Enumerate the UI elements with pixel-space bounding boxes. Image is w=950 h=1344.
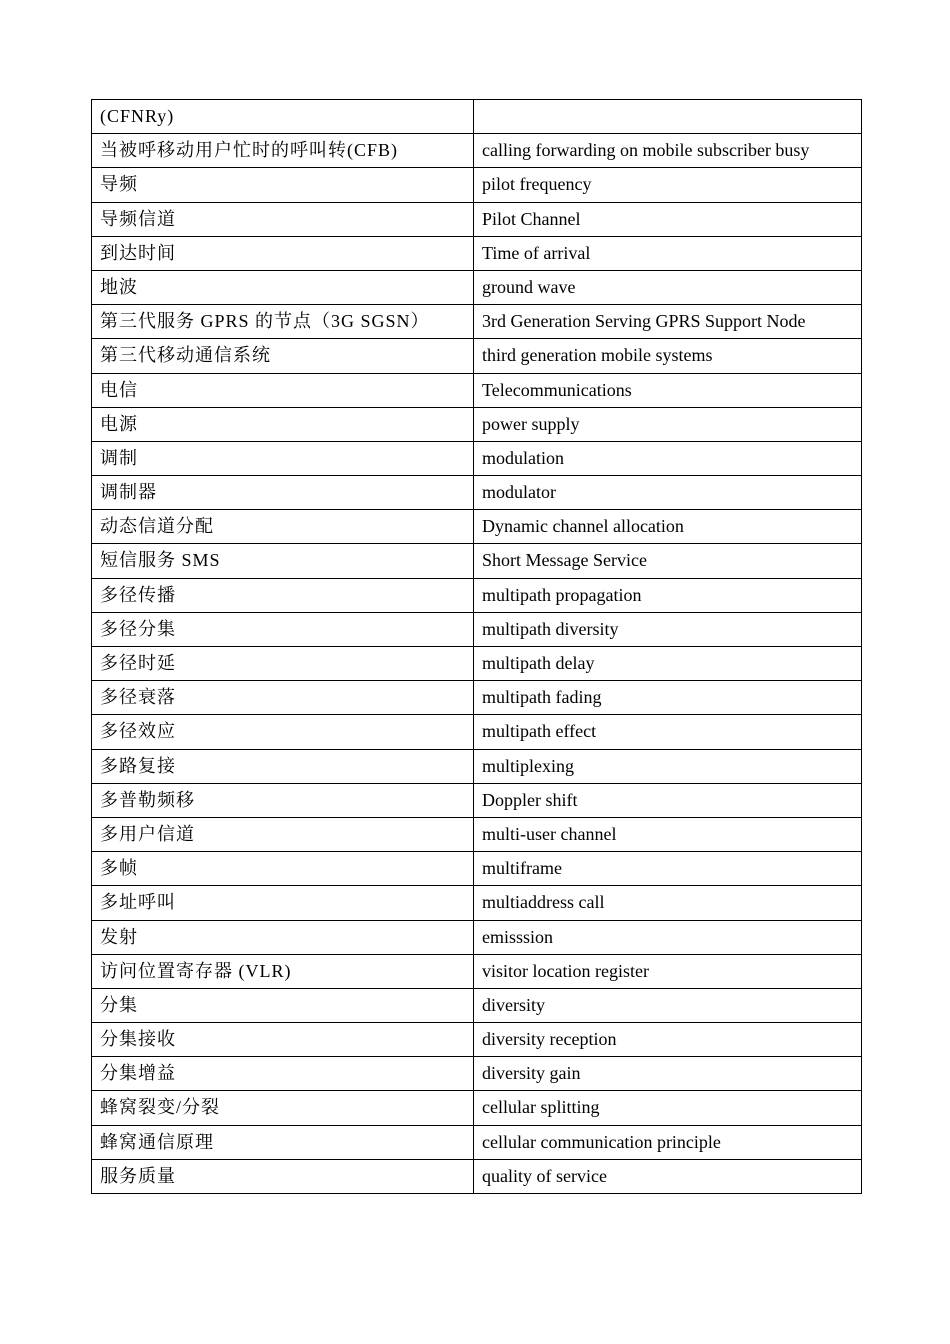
- term-english: multipath propagation: [474, 578, 862, 612]
- glossary-table-body: [92, 100, 862, 1194]
- term-english: ground wave: [474, 270, 862, 304]
- table-row: [92, 1023, 862, 1057]
- term-chinese: 多径效应: [92, 715, 474, 749]
- term-english: multi-user channel: [474, 817, 862, 851]
- table-row: [92, 715, 862, 749]
- term-chinese: 电信: [92, 373, 474, 407]
- table-row: [92, 441, 862, 475]
- term-english: third generation mobile systems: [474, 339, 862, 373]
- table-row: [92, 920, 862, 954]
- term-chinese: 分集增益: [92, 1057, 474, 1091]
- term-english: cellular splitting: [474, 1091, 862, 1125]
- table-row: [92, 510, 862, 544]
- table-row: [92, 339, 862, 373]
- term-english: diversity reception: [474, 1023, 862, 1057]
- table-row: [92, 749, 862, 783]
- term-chinese: 多用户信道: [92, 817, 474, 851]
- term-english: quality of service: [474, 1159, 862, 1193]
- term-english: pilot frequency: [474, 168, 862, 202]
- term-chinese: 调制: [92, 441, 474, 475]
- table-row: [92, 578, 862, 612]
- term-chinese: 第三代服务 GPRS 的节点（3G SGSN）: [92, 305, 474, 339]
- table-row: [92, 476, 862, 510]
- term-chinese: 访问位置寄存器 (VLR): [92, 954, 474, 988]
- term-english: Time of arrival: [474, 236, 862, 270]
- term-chinese: 多普勒频移: [92, 783, 474, 817]
- term-english: cellular communication principle: [474, 1125, 862, 1159]
- term-chinese: 蜂窝通信原理: [92, 1125, 474, 1159]
- term-english: visitor location register: [474, 954, 862, 988]
- term-chinese: 多径衰落: [92, 681, 474, 715]
- term-english: multipath fading: [474, 681, 862, 715]
- term-english: emisssion: [474, 920, 862, 954]
- table-row: [92, 852, 862, 886]
- term-chinese: 短信服务 SMS: [92, 544, 474, 578]
- term-english: Pilot Channel: [474, 202, 862, 236]
- table-row: [92, 270, 862, 304]
- glossary-table: [91, 99, 862, 1194]
- table-row: [92, 1057, 862, 1091]
- table-row: [92, 612, 862, 646]
- term-english: diversity: [474, 988, 862, 1022]
- term-english: [474, 100, 862, 134]
- term-chinese: 调制器: [92, 476, 474, 510]
- table-row: [92, 236, 862, 270]
- term-english: multiplexing: [474, 749, 862, 783]
- term-english: diversity gain: [474, 1057, 862, 1091]
- term-english: calling forwarding on mobile subscriber busy: [474, 134, 862, 168]
- term-chinese: 多路复接: [92, 749, 474, 783]
- table-row: [92, 407, 862, 441]
- table-row: [92, 100, 862, 134]
- table-row: [92, 886, 862, 920]
- table-row: [92, 1159, 862, 1193]
- term-chinese: 多径分集: [92, 612, 474, 646]
- term-english: Dynamic channel allocation: [474, 510, 862, 544]
- term-english: multipath diversity: [474, 612, 862, 646]
- term-english: 3rd Generation Serving GPRS Support Node: [474, 305, 862, 339]
- term-chinese: 导频信道: [92, 202, 474, 236]
- table-row: [92, 1125, 862, 1159]
- term-english: Short Message Service: [474, 544, 862, 578]
- term-english: multipath delay: [474, 647, 862, 681]
- term-chinese: (CFNRy): [92, 100, 474, 134]
- term-chinese: 多径时延: [92, 647, 474, 681]
- term-english: Doppler shift: [474, 783, 862, 817]
- term-chinese: 多径传播: [92, 578, 474, 612]
- term-english: modulation: [474, 441, 862, 475]
- term-chinese: 蜂窝裂变/分裂: [92, 1091, 474, 1125]
- table-row: [92, 783, 862, 817]
- table-row: [92, 305, 862, 339]
- term-chinese: 服务质量: [92, 1159, 474, 1193]
- table-row: [92, 168, 862, 202]
- table-row: [92, 134, 862, 168]
- term-english: power supply: [474, 407, 862, 441]
- table-row: [92, 1091, 862, 1125]
- table-row: [92, 647, 862, 681]
- table-row: [92, 544, 862, 578]
- table-row: [92, 681, 862, 715]
- term-chinese: 多帧: [92, 852, 474, 886]
- term-english: Telecommunications: [474, 373, 862, 407]
- term-chinese: 分集接收: [92, 1023, 474, 1057]
- term-chinese: 当被呼移动用户忙时的呼叫转(CFB): [92, 134, 474, 168]
- term-chinese: 发射: [92, 920, 474, 954]
- term-english: multipath effect: [474, 715, 862, 749]
- term-chinese: 动态信道分配: [92, 510, 474, 544]
- table-row: [92, 373, 862, 407]
- table-row: [92, 817, 862, 851]
- term-english: multiaddress call: [474, 886, 862, 920]
- term-chinese: 第三代移动通信系统: [92, 339, 474, 373]
- term-chinese: 分集: [92, 988, 474, 1022]
- term-english: multiframe: [474, 852, 862, 886]
- table-row: [92, 988, 862, 1022]
- term-chinese: 多址呼叫: [92, 886, 474, 920]
- table-row: [92, 202, 862, 236]
- table-row: [92, 954, 862, 988]
- term-english: modulator: [474, 476, 862, 510]
- term-chinese: 地波: [92, 270, 474, 304]
- term-chinese: 导频: [92, 168, 474, 202]
- term-chinese: 电源: [92, 407, 474, 441]
- term-chinese: 到达时间: [92, 236, 474, 270]
